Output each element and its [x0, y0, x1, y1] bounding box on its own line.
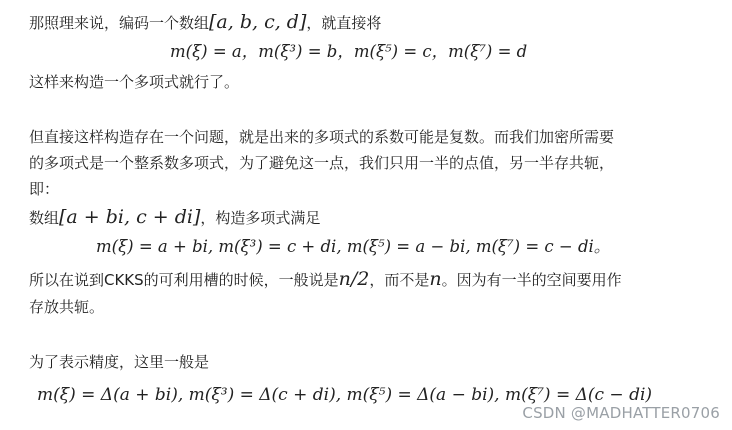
precision-intro: 为了表示精度，这里一般是 [29, 353, 210, 371]
slots-mid: ，而不是 [369, 271, 430, 289]
conjugate-equation: m(ξ) = a + bi, m(ξ³) = c + di, m(ξ⁵) = a − bi, m(ξ⁷) = c − di。 [96, 237, 611, 256]
array-suffix: ，构造多项式满足 [200, 209, 321, 227]
array-complex: [a + bi, c + di] [59, 206, 201, 228]
slots-line-2: 存放共轭。 [29, 298, 105, 316]
intro-suffix: ，就直接将 [306, 14, 382, 32]
slots-prefix: 所以在说到CKKS的可利用槽的时候，一般说是 [29, 271, 339, 289]
intro-prefix: 那照理来说，编码一个数组 [29, 14, 210, 32]
slots-suffix: 。因为有一半的空间要用作 [441, 271, 622, 289]
encoding-equation: m(ξ) = a，m(ξ³) = b，m(ξ⁵) = c，m(ξ⁷) = d [170, 42, 528, 61]
construct-conclusion: 这样来构造一个多项式就行了。 [29, 73, 240, 91]
precision-equation: m(ξ) = Δ(a + bi), m(ξ³) = Δ(c + di), m(ξ⁵) = Δ(a − bi), m(ξ⁷) = Δ(c − di) [37, 385, 653, 405]
slots-half: n/2 [338, 268, 370, 290]
problem-line-3: 即： [29, 180, 60, 198]
slots-line [29, 269, 622, 290]
intro-line [29, 12, 381, 33]
slots-n: n [429, 268, 442, 290]
problem-line-2: 的多项式是一个整系数多项式，为了避免这一点，我们只用一半的点值，另一半存共轭， [29, 154, 615, 172]
watermark: CSDN @MADHATTER0706 [522, 404, 720, 422]
array-line [29, 207, 320, 228]
array-prefix: 数组 [29, 209, 60, 227]
problem-line-1: 但直接这样构造存在一个问题，就是出来的多项式的系数可能是复数。而我们加密所需要 [29, 128, 615, 146]
array-abcd: [a, b, c, d] [209, 11, 307, 33]
